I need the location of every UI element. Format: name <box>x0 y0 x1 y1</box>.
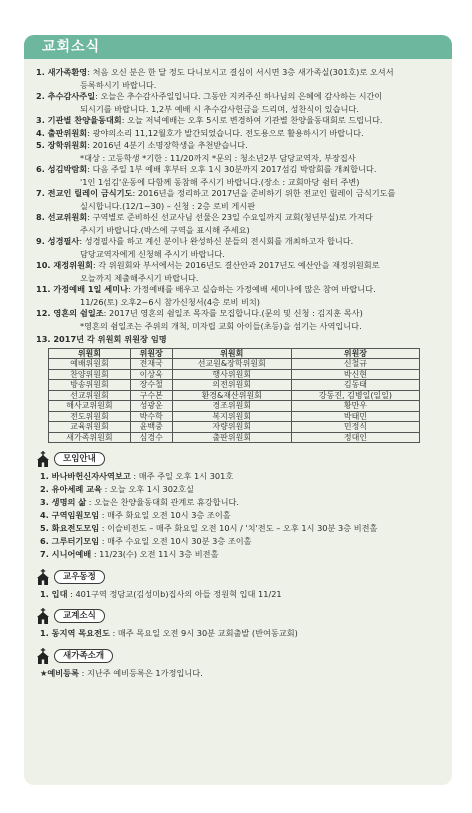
section-title-pill: 교우동정 <box>54 570 105 584</box>
line-text: : 401구역 정담교(김성미b)집사의 아들 정원혁 입대 11/21 <box>67 588 282 599</box>
table-cell: 전재국 <box>130 359 172 370</box>
news-card <box>24 35 452 785</box>
item-continuation: '1인 1섬김'운동에 다함께 동참해 주시기 바랍니다.(장소 : 교회마당 쉼터 주변) <box>80 176 360 187</box>
news-content <box>24 59 452 679</box>
item-number: 1. <box>36 67 48 77</box>
line-text: : 이슬비전도 – 매주 화요일 오전 10시 / '치'전도 – 오후 1시 30분 3층 비전홀 <box>99 523 378 533</box>
item-number: 10. <box>36 260 54 270</box>
table-cell: 찬양위원회 <box>49 369 131 380</box>
church-icon <box>36 608 50 624</box>
table-cell: 새가족위원회 <box>49 432 131 443</box>
line-text: : 오늘 오후 1시 302호실 <box>101 484 194 494</box>
table-body <box>49 359 420 443</box>
item-number: 11. <box>36 284 54 294</box>
table-header-cell: 위원장 <box>130 348 172 359</box>
item-continuation: 주시기 바랍니다.(박스에 구역을 표시해 주세요) <box>80 224 250 235</box>
item-text: : 구역별로 준비하신 선교사님 선물은 23일 수요일까지 교회(청년부실)로 가져다 <box>87 212 373 222</box>
church-icon <box>36 451 50 467</box>
item-continuation: 11/26(토) 오후2~6시 참가신청서(4층 로비 비치) <box>80 296 260 307</box>
table-cell: 구수본 <box>130 390 172 401</box>
list-item-first-line <box>36 91 442 103</box>
table-cell: 심경수 <box>130 432 172 443</box>
item-title: 기관별 찬양율동대회 <box>47 115 122 125</box>
line-text: : 매주 주일 오후 1시 301호 <box>130 471 234 481</box>
sub-sections <box>36 451 442 679</box>
line-label: ★예비등록 <box>40 667 79 678</box>
table-cell: 의전위원회 <box>172 380 291 391</box>
item-text: : 2017년 영혼의 쉼일조 목자를 모집합니다.(문의 및 신청 : 김지훈 목사) <box>103 308 363 318</box>
item-number: 4. <box>36 127 48 138</box>
table-row <box>49 422 420 433</box>
list-item-first-line <box>36 128 442 140</box>
section-line <box>40 484 442 496</box>
section-title: 교회소식 <box>24 35 452 59</box>
item-title: 전교인 릴레이 금식기도 <box>47 188 133 198</box>
church-icon <box>36 569 50 585</box>
section-title-pill: 교계소식 <box>54 609 105 623</box>
section-list <box>36 628 442 640</box>
line-text: : 오늘은 찬양율동대회 관계로 휴강합니다. <box>86 497 239 507</box>
table-cell: 성광운 <box>130 401 172 412</box>
item-text: : 광야의소리 11,12월호가 발간되었습니다. 전도용으로 활용하시기 바랍니다. <box>87 127 364 138</box>
list-item-first-line <box>36 140 442 152</box>
table-row <box>49 401 420 412</box>
item-continuation: *대상 : 고등학생 *기한 : 11/20까지 *문의 : 청소년2부 담당교역자, 부장집사 <box>80 152 356 163</box>
item-continuation: 담당교역자에게 신청해 주시기 바랍니다. <box>80 248 225 259</box>
table-row <box>49 369 420 380</box>
table-row <box>49 359 420 370</box>
list-item <box>36 236 442 260</box>
section-line <box>40 549 442 561</box>
table-cell: 황만우 <box>291 401 419 412</box>
item-number: 8. <box>36 212 48 222</box>
table-row <box>49 380 420 391</box>
committee-table <box>48 348 420 444</box>
list-item <box>36 260 442 284</box>
list-item <box>36 284 442 308</box>
item-title: 새가족환영 <box>47 67 88 77</box>
table-cell: 이상욱 <box>130 369 172 380</box>
item-text: : 성경필사를 하고 계신 분이나 완성하신 분들의 전시회를 개최하고자 합니다. <box>79 236 354 246</box>
table-cell: 출판위원회 <box>172 432 291 443</box>
item-number: 5. <box>36 140 48 150</box>
section-line <box>40 628 442 640</box>
table-cell: 교육위원회 <box>49 422 131 433</box>
list-item <box>36 115 442 127</box>
table-cell: 강동진, 김병일(일일) <box>291 390 419 401</box>
item-title: 영혼의 쉼일조 <box>53 308 104 318</box>
item-text: : 가정예배를 배우고 실습하는 가정예배 세미나에 많은 참여 바랍니다. <box>128 284 376 294</box>
line-label: 7. 시니어예배 <box>40 549 92 559</box>
line-label: 1. 바나바헌신자사역보고 <box>40 471 131 481</box>
list-item-first-line <box>36 164 442 176</box>
list-item <box>36 308 442 332</box>
table-row <box>49 390 420 401</box>
line-label: 1. 동지역 목요전도 <box>40 628 110 638</box>
item-continuation: 오늘까지 제출해주시기 바랍니다. <box>80 272 199 283</box>
section-list <box>36 668 442 680</box>
table-cell: 행사위원회 <box>172 369 291 380</box>
table-header-row <box>49 348 420 359</box>
line-label: 6. 그루터기모임 <box>40 536 100 546</box>
item-title: 추수감사주일 <box>47 91 96 101</box>
committee-heading: 13. 2017년 각 위원회 위원장 임명 <box>36 334 167 344</box>
item-text: : 처음 오신 분은 한 달 정도 다니보시고 결심이 서시면 3층 새가족실(301호)로 오셔서 <box>87 67 394 77</box>
item-title: 가정예배 1일 세미나 <box>53 284 129 294</box>
item-number: 7. <box>36 188 48 198</box>
news-list <box>36 67 442 332</box>
section-line <box>40 510 442 522</box>
section-header <box>36 451 442 467</box>
item-number: 3. <box>36 115 48 125</box>
list-item <box>36 164 442 188</box>
item-text: : 오늘은 추수감사주일입니다. 그동안 지켜주신 하나님의 은혜에 감사하는 시간이 <box>95 91 383 101</box>
section-list <box>36 471 442 561</box>
item-continuation: *영혼의 쉼일조는 주위의 개척, 미자립 교회 아이들(초등)을 섬기는 사역입니다. <box>80 320 362 331</box>
list-item-first-line <box>36 236 442 248</box>
item-continuation: 되시기를 바랍니다. 1,2부 예배 시 추수감사헌금을 드리며, 성찬식이 있습니다. <box>80 103 359 114</box>
list-item <box>36 140 442 164</box>
line-text: : 매주 수요일 오전 10시 30분 3층 조이홀 <box>99 536 252 546</box>
table-header-cell: 위원회 <box>49 348 131 359</box>
list-item-first-line <box>36 260 442 272</box>
section-header <box>36 648 442 664</box>
table-cell: 자량위원회 <box>172 422 291 433</box>
item-text: : 2016년을 정리하고 2017년을 준비하기 위한 전교인 릴레이 금식기도를 <box>132 188 396 198</box>
table-row <box>49 411 420 422</box>
item-number: 2. <box>36 91 48 101</box>
line-text: : 지난주 예비등록은 1가정입니다. <box>78 667 203 678</box>
section-list <box>36 589 442 601</box>
table-cell: 장수철 <box>130 380 172 391</box>
list-item-first-line <box>36 308 442 320</box>
table-cell: 복지위원회 <box>172 411 291 422</box>
item-text: : 오늘 저녁예배는 오후 5시로 변경하여 기관별 찬양율동대회로 드립니다. <box>121 115 383 125</box>
item-title: 선교위원회 <box>47 212 88 222</box>
list-item <box>36 67 442 91</box>
section-line <box>40 523 442 535</box>
line-text: : 매주 화요일 오전 10시 3층 조이홀 <box>99 510 231 520</box>
line-text: : 매주 목요일 오전 9시 30분 교회출발 (반여동교회) <box>109 628 298 638</box>
table-cell: 경조위원회 <box>172 401 291 412</box>
table-header-cell: 위원회 <box>172 348 291 359</box>
section-line <box>40 497 442 509</box>
section-title-pill: 새가족소개 <box>54 649 113 663</box>
item-text: : 2016년 4분기 소명장학생을 추천받습니다. <box>87 140 248 150</box>
list-item-first-line <box>36 67 442 79</box>
line-label: 4. 구역임원모임 <box>40 510 100 520</box>
table-cell: 환경&재산위원회 <box>172 390 291 401</box>
section-line <box>40 668 442 680</box>
table-cell: 민정식 <box>291 422 419 433</box>
table-cell: 박신현 <box>291 369 419 380</box>
item-title: 장학위원회 <box>47 140 88 150</box>
table-cell: 선교원&장학위원회 <box>172 359 291 370</box>
item-title: 성김박람회 <box>47 164 88 174</box>
list-item-first-line <box>36 212 442 224</box>
item-text: : 각 위원회와 부서에서는 2016년도 결산안과 2017년도 예산안을 재정위원회로 <box>92 260 380 270</box>
table-cell: 윤백중 <box>130 422 172 433</box>
table-cell: 해사교위원회 <box>49 401 131 412</box>
item-continuation: 등록하시기 바랍니다. <box>80 79 157 90</box>
church-icon <box>36 648 50 664</box>
table-cell: 박태민 <box>291 411 419 422</box>
list-item-first-line <box>36 284 442 296</box>
section-header <box>36 608 442 624</box>
list-item <box>36 212 442 236</box>
table-cell: 정대인 <box>291 432 419 443</box>
section-line <box>40 471 442 483</box>
section-title-pill: 모임안내 <box>54 452 105 466</box>
item-title: 재정위원회 <box>53 260 93 270</box>
line-text: : 11/23(수) 오전 11시 3층 비전홀 <box>91 549 219 559</box>
table-cell: 선교위원회 <box>49 390 131 401</box>
table-row <box>49 432 420 443</box>
list-item <box>36 128 442 140</box>
item-text: : 다음 주일 1부 예배 후부터 오후 1시 30분까지 2017섬김 박람회를 개최합니다. <box>87 164 377 174</box>
section-line <box>40 536 442 548</box>
table-cell: 전도위원회 <box>49 411 131 422</box>
item-title: 출판위원회 <box>47 127 88 138</box>
line-label: 2. 유아세례 교육 <box>40 484 102 494</box>
item-continuation: 실시합니다.(12/1~30) – 신청 : 2층 로비 게시판 <box>80 200 256 211</box>
line-label: 3. 생명의 삶 <box>40 497 87 507</box>
item-number: 12. <box>36 308 54 318</box>
table-cell: 신철규 <box>291 359 419 370</box>
table-cell: 박수학 <box>130 411 172 422</box>
table-cell: 방송위원회 <box>49 380 131 391</box>
item-number: 9. <box>36 236 48 246</box>
list-item-first-line <box>36 115 442 127</box>
table-cell: 예배위원회 <box>49 359 131 370</box>
line-label: 1. 입대 <box>40 588 68 599</box>
table-header-cell: 위원장 <box>291 348 419 359</box>
table-cell: 김동태 <box>291 380 419 391</box>
section-line <box>40 589 442 601</box>
list-item <box>36 91 442 115</box>
list-item-first-line <box>36 188 442 200</box>
list-item <box>36 188 442 212</box>
line-label: 5. 화요전도모임 <box>40 523 100 533</box>
item-title: 성경필사 <box>47 236 80 246</box>
section-header <box>36 569 442 585</box>
item-number: 6. <box>36 164 48 174</box>
